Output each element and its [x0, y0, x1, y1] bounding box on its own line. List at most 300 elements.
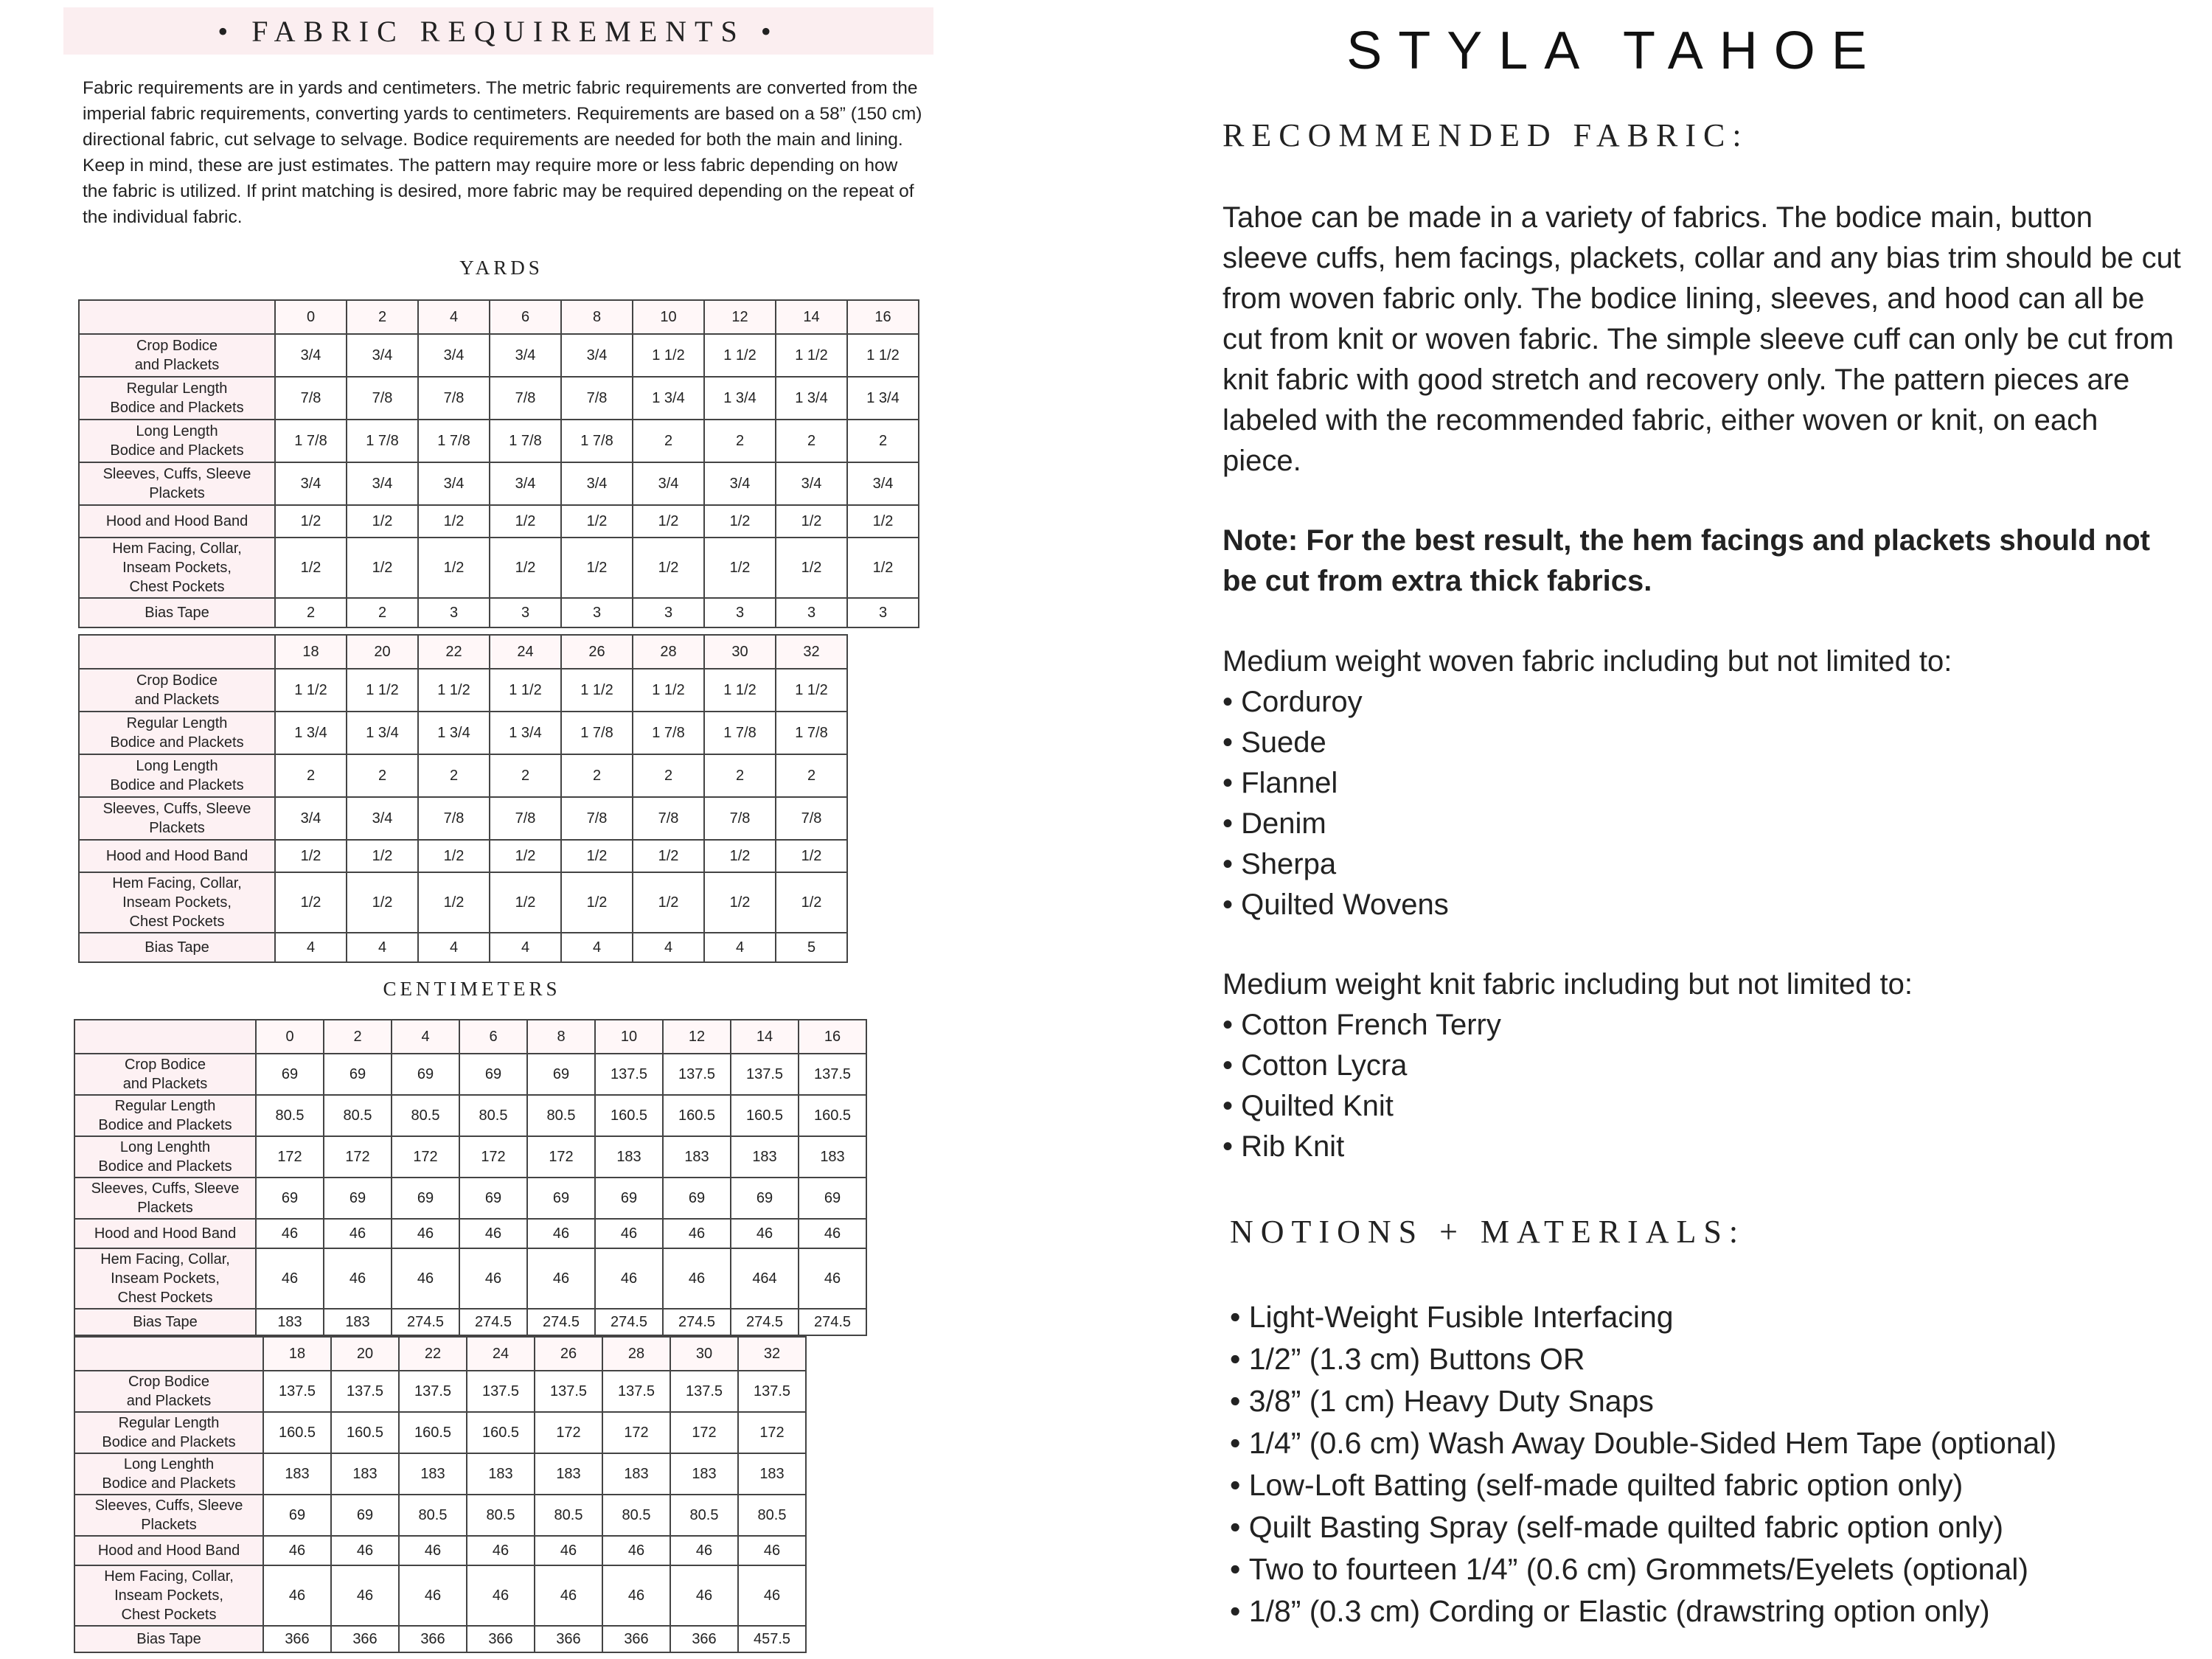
table-cell: 46 — [535, 1536, 602, 1565]
table-cell: 3/4 — [633, 462, 704, 505]
table-cell: 1/2 — [847, 538, 919, 598]
row-label — [79, 669, 275, 712]
row-label-line: Sleeves, Cuffs, Sleeve — [94, 1498, 243, 1514]
table-cell: 46 — [738, 1536, 806, 1565]
row-label-line: Bodice and Plackets — [110, 400, 244, 416]
table-cell: 137.5 — [738, 1371, 806, 1412]
row-label-line: Bodice and Plackets — [110, 777, 244, 793]
table-cell: 46 — [663, 1219, 731, 1248]
table-cell: 46 — [459, 1219, 527, 1248]
table-cell: 46 — [324, 1248, 392, 1309]
row-label-line: Hood and Hood Band — [97, 1543, 240, 1559]
table-cell: 172 — [738, 1412, 806, 1453]
table-cell: 80.5 — [324, 1095, 392, 1136]
centimeters-table-sizes-0-16 — [74, 1019, 867, 1336]
table-cell: 1 7/8 — [776, 712, 847, 754]
table-row — [74, 1565, 806, 1626]
yards-table-sizes-18-32 — [78, 634, 848, 963]
table-cell: 1 3/4 — [704, 377, 776, 420]
row-label-line: Crop Bodice — [124, 1057, 206, 1073]
table-cell: 1 7/8 — [418, 420, 490, 462]
size-header: 32 — [776, 635, 847, 669]
table-cell: 1/2 — [633, 505, 704, 538]
table-cell: 137.5 — [595, 1054, 663, 1095]
table-cell: 80.5 — [738, 1495, 806, 1536]
table-cell: 366 — [602, 1626, 670, 1652]
table-cell: 1 3/4 — [776, 377, 847, 420]
table-cell: 80.5 — [602, 1495, 670, 1536]
woven-fabric-list — [1222, 682, 1449, 925]
table-cell: 7/8 — [347, 377, 418, 420]
table-cell: 274.5 — [392, 1309, 459, 1335]
table-cell: 46 — [459, 1248, 527, 1309]
size-header: 30 — [704, 635, 776, 669]
table-cell: 3 — [704, 598, 776, 627]
list-item: • 1/4” (0.6 cm) Wash Away Double-Sided Hem Tape (optional) — [1230, 1422, 2056, 1464]
table-cell: 2 — [347, 754, 418, 797]
size-header: 10 — [633, 300, 704, 334]
table-cell: 172 — [324, 1136, 392, 1178]
row-label-line: Bodice and Plackets — [98, 1117, 232, 1133]
row-label-line: Bias Tape — [145, 939, 209, 956]
size-header: 0 — [256, 1020, 324, 1054]
size-header: 20 — [347, 635, 418, 669]
row-label-line: Regular Length — [114, 1098, 216, 1114]
table-cell: 160.5 — [799, 1095, 866, 1136]
table-cell: 46 — [263, 1565, 331, 1626]
table-cell: 80.5 — [527, 1095, 595, 1136]
table-cell: 46 — [595, 1248, 663, 1309]
row-label-line: Inseam Pockets, — [111, 1270, 220, 1287]
table-cell: 1/2 — [275, 840, 347, 872]
table-row — [74, 1054, 866, 1095]
row-label — [79, 334, 275, 377]
row-label — [74, 1495, 263, 1536]
table-cell: 1/2 — [418, 505, 490, 538]
table-cell: 46 — [392, 1219, 459, 1248]
table-cell: 46 — [595, 1219, 663, 1248]
table-row — [79, 712, 847, 754]
size-header: 14 — [731, 1020, 799, 1054]
table-cell: 3/4 — [347, 797, 418, 840]
size-header: 6 — [490, 300, 561, 334]
table-cell: 46 — [731, 1219, 799, 1248]
list-item: • Quilted Wovens — [1222, 885, 1449, 925]
table-cell: 1/2 — [561, 538, 633, 598]
table-row — [79, 505, 919, 538]
table-cell: 172 — [527, 1136, 595, 1178]
table-cell: 274.5 — [459, 1309, 527, 1335]
header-corner-cell — [74, 1337, 263, 1371]
table-cell: 3/4 — [418, 334, 490, 377]
table-cell: 183 — [331, 1453, 399, 1495]
row-label-line: Hem Facing, Collar, — [104, 1568, 234, 1585]
table-cell: 1/2 — [275, 872, 347, 933]
size-header: 4 — [392, 1020, 459, 1054]
table-cell: 1 3/4 — [490, 712, 561, 754]
row-label-line: Crop Bodice — [128, 1374, 210, 1390]
table-row — [79, 334, 919, 377]
row-label — [79, 872, 275, 933]
table-cell: 1/2 — [561, 840, 633, 872]
table-row — [79, 420, 919, 462]
list-item: • Corduroy — [1222, 682, 1449, 723]
table-cell: 137.5 — [399, 1371, 467, 1412]
table-cell: 7/8 — [561, 797, 633, 840]
size-header-row — [79, 635, 847, 669]
table-cell: 80.5 — [256, 1095, 324, 1136]
table-row — [74, 1412, 806, 1453]
table-cell: 1/2 — [704, 840, 776, 872]
list-item: • Flannel — [1222, 763, 1449, 804]
row-label — [79, 420, 275, 462]
list-item: • Quilt Basting Spray (self-made quilted fabric option only) — [1230, 1506, 2056, 1548]
table-cell: 172 — [535, 1412, 602, 1453]
row-label — [74, 1412, 263, 1453]
row-label-line: Long Lenghth — [119, 1139, 211, 1155]
table-cell: 366 — [467, 1626, 535, 1652]
row-label-line: Chest Pockets — [117, 1290, 213, 1306]
table-cell: 3/4 — [275, 797, 347, 840]
table-row — [79, 377, 919, 420]
table-cell: 160.5 — [331, 1412, 399, 1453]
table-row — [74, 1136, 866, 1178]
table-cell: 2 — [704, 754, 776, 797]
table-cell: 137.5 — [602, 1371, 670, 1412]
row-label-line: Hem Facing, Collar, — [100, 1251, 230, 1267]
centimeters-table-sizes-18-32 — [74, 1336, 807, 1653]
list-item: • 1/8” (0.3 cm) Cording or Elastic (drawstring option only) — [1230, 1590, 2056, 1632]
size-header: 8 — [527, 1020, 595, 1054]
table-cell: 4 — [275, 933, 347, 962]
table-cell: 1/2 — [490, 538, 561, 598]
table-row — [74, 1495, 806, 1536]
size-header: 16 — [847, 300, 919, 334]
table-cell: 1 7/8 — [561, 420, 633, 462]
table-cell: 7/8 — [418, 797, 490, 840]
table-cell: 46 — [799, 1219, 866, 1248]
table-cell: 183 — [399, 1453, 467, 1495]
row-label-line: Sleeves, Cuffs, Sleeve — [102, 801, 251, 817]
table-cell: 69 — [392, 1054, 459, 1095]
table-cell: 46 — [670, 1536, 738, 1565]
table-cell: 1 3/4 — [347, 712, 418, 754]
table-row — [79, 797, 847, 840]
table-cell: 1 3/4 — [275, 712, 347, 754]
row-label — [74, 1371, 263, 1412]
row-label — [79, 840, 275, 872]
table-cell: 46 — [527, 1219, 595, 1248]
table-cell: 137.5 — [799, 1054, 866, 1095]
table-cell: 1 1/2 — [633, 669, 704, 712]
table-cell: 183 — [602, 1453, 670, 1495]
table-cell: 183 — [324, 1309, 392, 1335]
table-cell: 1 7/8 — [633, 712, 704, 754]
table-cell: 1/2 — [704, 538, 776, 598]
row-label-line: Chest Pockets — [129, 579, 225, 595]
row-label-line: Chest Pockets — [121, 1607, 217, 1623]
size-header: 8 — [561, 300, 633, 334]
table-cell: 3 — [776, 598, 847, 627]
row-label-line: Plackets — [141, 1517, 197, 1533]
header-corner-cell — [74, 1020, 256, 1054]
table-cell: 4 — [561, 933, 633, 962]
table-cell: 1 1/2 — [347, 669, 418, 712]
woven-fabric-intro: Medium weight woven fabric including but not limited to: — [1222, 645, 1952, 678]
row-label — [74, 1219, 256, 1248]
fabric-note: Note: For the best result, the hem facings and plackets should not be cut from extra thick fabrics. — [1222, 524, 2150, 597]
table-cell: 5 — [776, 933, 847, 962]
size-header-row — [74, 1337, 806, 1371]
list-item: • Suede — [1222, 723, 1449, 763]
table-cell: 274.5 — [663, 1309, 731, 1335]
table-cell: 1/2 — [633, 872, 704, 933]
table-cell: 366 — [670, 1626, 738, 1652]
row-label — [74, 1536, 263, 1565]
table-cell: 80.5 — [670, 1495, 738, 1536]
table-cell: 2 — [704, 420, 776, 462]
row-label-line: and Plackets — [126, 1393, 212, 1409]
row-label — [79, 377, 275, 420]
table-cell: 2 — [561, 754, 633, 797]
table-cell: 80.5 — [459, 1095, 527, 1136]
table-cell: 1 1/2 — [490, 669, 561, 712]
table-cell: 183 — [595, 1136, 663, 1178]
table-cell: 69 — [324, 1054, 392, 1095]
table-cell: 46 — [738, 1565, 806, 1626]
table-cell: 46 — [670, 1565, 738, 1626]
row-label-line: Hem Facing, Collar, — [112, 875, 242, 891]
table-cell: 1/2 — [418, 538, 490, 598]
table-cell: 46 — [602, 1536, 670, 1565]
table-cell: 3/4 — [776, 462, 847, 505]
row-label-line: Hood and Hood Band — [105, 513, 248, 529]
table-cell: 69 — [595, 1178, 663, 1219]
table-cell: 69 — [663, 1178, 731, 1219]
table-cell: 69 — [799, 1178, 866, 1219]
table-cell: 274.5 — [799, 1309, 866, 1335]
table-cell: 80.5 — [392, 1095, 459, 1136]
table-cell: 46 — [331, 1565, 399, 1626]
fabric-requirements-intro: Fabric requirements are in yards and centimeters. The metric fabric requirements are converted from the imperial fabric requirements, converting yards to centimeters. Requirements are based on a 58” (150 cm) directional fabric, cut selvage to selvage. Bodice requirements are needed for both the main and lining. Keep in mind, these are just estimates. The pattern may require more or less fabric depending on how the fabric is utilized. If print matching is desired, more fabric may be required depending on the repeat of the individual fabric. — [83, 78, 922, 227]
table-cell: 2 — [490, 754, 561, 797]
table-cell: 183 — [535, 1453, 602, 1495]
table-cell: 274.5 — [527, 1309, 595, 1335]
size-header: 0 — [275, 300, 347, 334]
table-cell: 183 — [263, 1453, 331, 1495]
table-cell: 172 — [392, 1136, 459, 1178]
list-item: • Two to fourteen 1/4” (0.6 cm) Grommets/Eyelets (optional) — [1230, 1548, 2056, 1590]
table-cell: 1 1/2 — [275, 669, 347, 712]
size-header: 2 — [324, 1020, 392, 1054]
row-label-line: Bias Tape — [145, 605, 209, 621]
table-row — [79, 538, 919, 598]
table-cell: 1 3/4 — [418, 712, 490, 754]
table-cell: 3 — [490, 598, 561, 627]
table-cell: 1/2 — [275, 505, 347, 538]
size-header: 18 — [275, 635, 347, 669]
table-cell: 3/4 — [275, 334, 347, 377]
table-cell: 2 — [347, 598, 418, 627]
notions-materials-heading: NOTIONS + MATERIALS: — [1230, 1214, 1746, 1250]
table-cell: 366 — [331, 1626, 399, 1652]
table-cell: 3 — [561, 598, 633, 627]
row-label-line: and Plackets — [134, 357, 220, 373]
table-cell: 2 — [633, 754, 704, 797]
table-cell: 4 — [418, 933, 490, 962]
centimeters-label: CENTIMETERS — [383, 978, 561, 1000]
size-header: 28 — [633, 635, 704, 669]
row-label-line: Long Lenghth — [123, 1456, 215, 1472]
yards-label: YARDS — [459, 257, 543, 279]
table-cell: 69 — [527, 1178, 595, 1219]
row-label-line: Bodice and Plackets — [110, 442, 244, 459]
list-item: • Light-Weight Fusible Interfacing — [1230, 1296, 2056, 1338]
row-label — [74, 1136, 256, 1178]
size-header: 22 — [399, 1337, 467, 1371]
row-label-line: Sleeves, Cuffs, Sleeve — [91, 1180, 240, 1197]
table-cell: 366 — [263, 1626, 331, 1652]
table-cell: 46 — [263, 1536, 331, 1565]
table-cell: 1/2 — [347, 538, 418, 598]
table-cell: 1/2 — [347, 840, 418, 872]
row-label-line: Long Length — [136, 758, 218, 774]
table-cell: 137.5 — [467, 1371, 535, 1412]
table-row — [79, 598, 919, 627]
table-cell: 1 7/8 — [347, 420, 418, 462]
table-cell: 7/8 — [490, 377, 561, 420]
size-header: 2 — [347, 300, 418, 334]
row-label-line: Regular Length — [126, 380, 228, 397]
table-row — [74, 1536, 806, 1565]
table-cell: 4 — [704, 933, 776, 962]
table-cell: 366 — [399, 1626, 467, 1652]
table-cell: 1/2 — [275, 538, 347, 598]
row-label-line: Bodice and Plackets — [102, 1434, 236, 1450]
size-header: 20 — [331, 1337, 399, 1371]
table-cell: 46 — [663, 1248, 731, 1309]
table-cell: 274.5 — [595, 1309, 663, 1335]
row-label — [74, 1626, 263, 1652]
size-header: 22 — [418, 635, 490, 669]
size-header: 16 — [799, 1020, 866, 1054]
table-cell: 2 — [275, 754, 347, 797]
table-cell: 1/2 — [418, 872, 490, 933]
table-cell: 4 — [633, 933, 704, 962]
table-cell: 80.5 — [535, 1495, 602, 1536]
table-cell: 7/8 — [704, 797, 776, 840]
table-cell: 1 1/2 — [776, 334, 847, 377]
table-cell: 1 1/2 — [704, 334, 776, 377]
table-cell: 1 7/8 — [490, 420, 561, 462]
table-cell: 1/2 — [490, 872, 561, 933]
table-row — [74, 1453, 806, 1495]
size-header: 26 — [535, 1337, 602, 1371]
table-cell: 2 — [847, 420, 919, 462]
table-cell: 69 — [392, 1178, 459, 1219]
table-cell: 3/4 — [490, 334, 561, 377]
recommended-fabric-text: Tahoe can be made in a variety of fabrics. The bodice main, button sleeve cuffs, hem facings, plackets, collar and any bias trim should be cut from woven fabric only. The bodice lining, sleeves, and hood can all be cut from knit or woven fabric. The simple sleeve cuff can only be cut from knit fabric with good stretch and recovery only. The pattern pieces are labeled with the recommended fabric, either woven or knit, on each piece. — [1222, 201, 2181, 477]
table-cell: 1/2 — [633, 840, 704, 872]
table-cell: 160.5 — [263, 1412, 331, 1453]
table-row — [79, 933, 847, 962]
size-header: 32 — [738, 1337, 806, 1371]
table-cell: 137.5 — [535, 1371, 602, 1412]
table-cell: 172 — [256, 1136, 324, 1178]
row-label-line: Regular Length — [126, 715, 228, 731]
table-cell: 7/8 — [490, 797, 561, 840]
table-row — [74, 1219, 866, 1248]
table-cell: 1 3/4 — [847, 377, 919, 420]
table-cell: 183 — [670, 1453, 738, 1495]
table-row — [79, 462, 919, 505]
table-cell: 69 — [256, 1054, 324, 1095]
table-cell: 3/4 — [561, 462, 633, 505]
table-cell: 4 — [347, 933, 418, 962]
row-label — [74, 1309, 256, 1335]
table-cell: 46 — [535, 1565, 602, 1626]
table-cell: 183 — [799, 1136, 866, 1178]
table-cell: 2 — [776, 754, 847, 797]
list-item: • Cotton French Terry — [1222, 1005, 1501, 1046]
row-label — [74, 1565, 263, 1626]
table-cell: 172 — [459, 1136, 527, 1178]
size-header: 6 — [459, 1020, 527, 1054]
table-cell: 46 — [256, 1219, 324, 1248]
table-cell: 69 — [731, 1178, 799, 1219]
table-cell: 172 — [670, 1412, 738, 1453]
size-header: 10 — [595, 1020, 663, 1054]
table-cell: 3/4 — [347, 462, 418, 505]
row-label-line: Bias Tape — [133, 1314, 198, 1330]
table-cell: 137.5 — [670, 1371, 738, 1412]
table-row — [74, 1248, 866, 1309]
row-label — [79, 754, 275, 797]
row-label-line: and Plackets — [134, 692, 220, 708]
row-label-line: Sleeves, Cuffs, Sleeve — [102, 466, 251, 482]
row-label — [79, 505, 275, 538]
table-cell: 1/2 — [776, 505, 847, 538]
page-title: STYLA TAHOE — [1346, 21, 1883, 80]
table-cell: 1/2 — [704, 872, 776, 933]
table-cell: 137.5 — [331, 1371, 399, 1412]
table-cell: 1 1/2 — [776, 669, 847, 712]
size-header: 26 — [561, 635, 633, 669]
table-cell: 2 — [418, 754, 490, 797]
table-cell: 160.5 — [663, 1095, 731, 1136]
list-item: • Sherpa — [1222, 844, 1449, 885]
row-label-line: Plackets — [149, 485, 205, 501]
table-cell: 1/2 — [776, 840, 847, 872]
table-cell: 46 — [331, 1536, 399, 1565]
table-row — [74, 1626, 806, 1652]
size-header: 28 — [602, 1337, 670, 1371]
recommended-fabric-heading: RECOMMENDED FABRIC: — [1222, 117, 1749, 153]
table-cell: 160.5 — [595, 1095, 663, 1136]
table-cell: 1 7/8 — [561, 712, 633, 754]
table-cell: 1/2 — [561, 505, 633, 538]
table-row — [74, 1371, 806, 1412]
list-item: • Quilted Knit — [1222, 1086, 1501, 1127]
table-cell: 464 — [731, 1248, 799, 1309]
table-cell: 3/4 — [418, 462, 490, 505]
table-cell: 1/2 — [776, 872, 847, 933]
table-cell: 1 1/2 — [633, 334, 704, 377]
table-cell: 7/8 — [561, 377, 633, 420]
table-cell: 1 7/8 — [704, 712, 776, 754]
knit-fabric-list — [1222, 1005, 1501, 1167]
list-item: • Rib Knit — [1222, 1127, 1501, 1167]
